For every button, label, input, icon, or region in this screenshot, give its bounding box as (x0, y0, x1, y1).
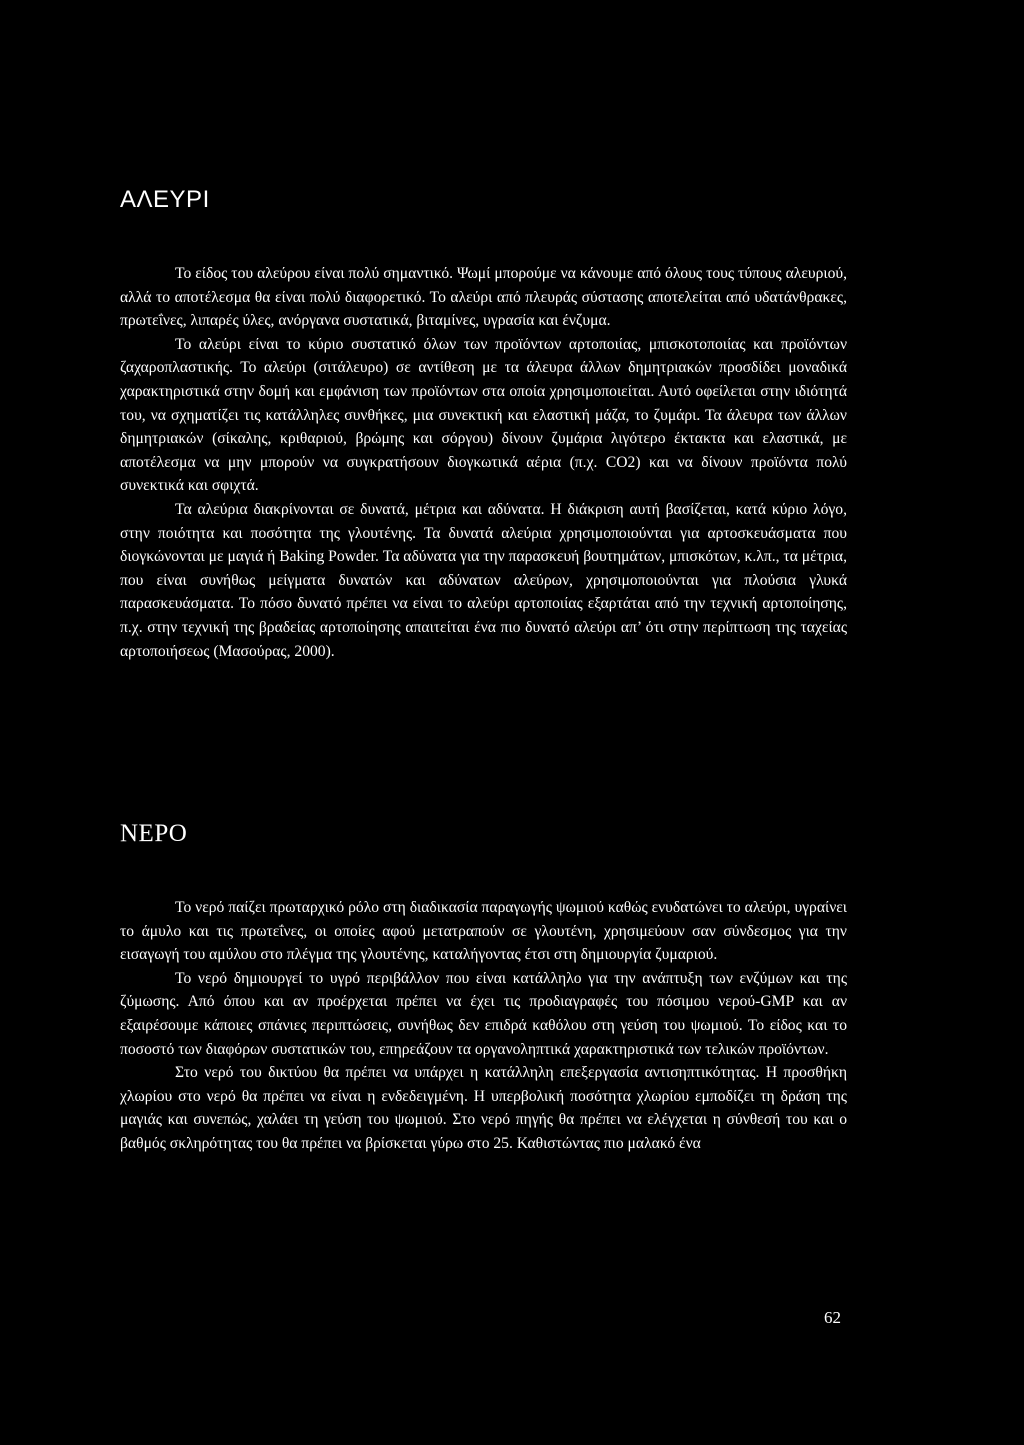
flour-section-body (120, 262, 847, 663)
flour-paragraph-1: Το είδος του αλεύρου είναι πολύ σημαντικό. Ψωμί μπορούμε να κάνουμε από όλους τους τύπους αλευριού, αλλά το αποτέλεσμα θα είναι πολύ διαφορετικό. Το αλεύρι από πλευράς σύστασης αποτελείται από υδατάνθρακες, πρωτεΐνες, λιπαρές ύλες, ανόργανα συστατικά, βιταμίνες, υγρασία και ένζυμα. (120, 265, 847, 330)
flour-paragraph-2: Το αλεύρι είναι το κύριο συστατικό όλων των προϊόντων αρτοποιίας, μπισκοτοποιίας και προϊόντων ζαχαροπλαστικής. Το αλεύρι (σιτάλευρο) σε αντίθεση με τα άλευρα άλλων δημητριακών προσδίδει μοναδικά χαρακτηριστικά στην δομή και εμφάνιση των προϊόντων στα οποία χρησιμοποιείται. Αυτό οφείλεται στην ιδιότητά του, να σχηματίζει τις κατάλληλες συνθήκες, μια συνεκτική και ελαστική μάζα, το ζυμάρι. Τα άλευρα των άλλων δημητριακών (σίκαλης, κριθαριού, βρώμης και σόργου) δίνουν ζυμάρια λιγότερο έκτακτα και ελαστικά, με αποτέλεσμα να μην μπορούν να συγκρατήσουν διογκωτικά αέρια (π.χ. CO2) και να δίνουν προϊόντα πολύ συνεκτικά και σφιχτά. (120, 335, 847, 495)
section-title-flour: ΑΛΕΥΡΙ (120, 186, 210, 213)
page-number: 62 (824, 1308, 841, 1327)
water-paragraph-2: Το νερό δημιουργεί το υγρό περιβάλλον που είναι κατάλληλο για την ανάπτυξη των ενζύμων και της ζύμωσης. Από όπου και αν προέρχεται πρέπει να έχει τις προδιαγραφές του πόσιμου νερού-GMP και αν εξαιρέσουμε κάποιες σπάνιες περιπτώσεις, συνήθως δεν επιδρά καθόλου στη γεύση του ψωμιού. Το είδος και το ποσοστό των διαφόρων συστατικών του, επηρεάζουν τα οργανοληπτικά χαρακτηριστικά των τελικών προϊόντων. (120, 969, 847, 1058)
water-section-body (120, 896, 847, 1156)
water-paragraph-1: Το νερό παίζει πρωταρχικό ρόλο στη διαδικασία παραγωγής ψωμιού καθώς ενυδατώνει το αλεύρι, υγραίνει το άμυλο και τις πρωτεΐνες, οι οποίες αφού μετατραπούν σε γλουτένη, χρησιμεύουν σαν σύνδεσμος για την εισαγωγή του αμύλου στο πλέγμα της γλουτένης, καταλήγοντας έτσι στη δημιουργία ζυμαριού. (120, 899, 847, 964)
water-paragraph-3: Στο νερό του δικτύου θα πρέπει να υπάρχει η κατάλληλη επεξεργασία αντισηπτικότητας. Η προσθήκη χλωρίου στο νερό θα πρέπει να είναι η ενδεδειγμένη. Η υπερβολική ποσότητα χλωρίου εμποδίζει τη δράση της μαγιάς και συνεπώς, χαλάει τη γεύση του ψωμιού. Στο νερό πηγής θα πρέπει να ελέγχεται η σύνθεσή του και ο βαθμός σκληρότητας του θα πρέπει να βρίσκεται γύρω στο 25. Καθιστώντας πιο μαλακό ένα (120, 1064, 847, 1152)
flour-paragraph-3: Τα αλεύρια διακρίνονται σε δυνατά, μέτρια και αδύνατα. Η διάκριση αυτή βασίζεται, κατά κύριο λόγο, στην ποιότητα και ποσότητα της γλουτένης. Τα δυνατά αλεύρια χρησιμοποιούνται για αρτοσκευάσματα που διογκώνονται με μαγιά ή Baking Powder. Τα αδύνατα για την παρασκευή βουτημάτων, μπισκότων, κ.λπ., τα μέτρια, που είναι συνήθως μείγματα δυνατών και αδύνατων αλεύρων, χρησιμοποιούνται για πλούσια γλυκά παρασκευάσματα. Το πόσο δυνατό πρέπει να είναι το αλεύρι αρτοποιίας εξαρτάται από την τεχνική αρτοποίησης, π.χ. στην τεχνική της βραδείας αρτοποίησης απαιτείται ένα πιο δυνατό αλεύρι απ’ ότι στην περίπτωση της ταχείας αρτοποιήσεως (Μασούρας, 2000). (120, 500, 847, 660)
section-title-water: ΝΕΡΟ (120, 820, 188, 847)
